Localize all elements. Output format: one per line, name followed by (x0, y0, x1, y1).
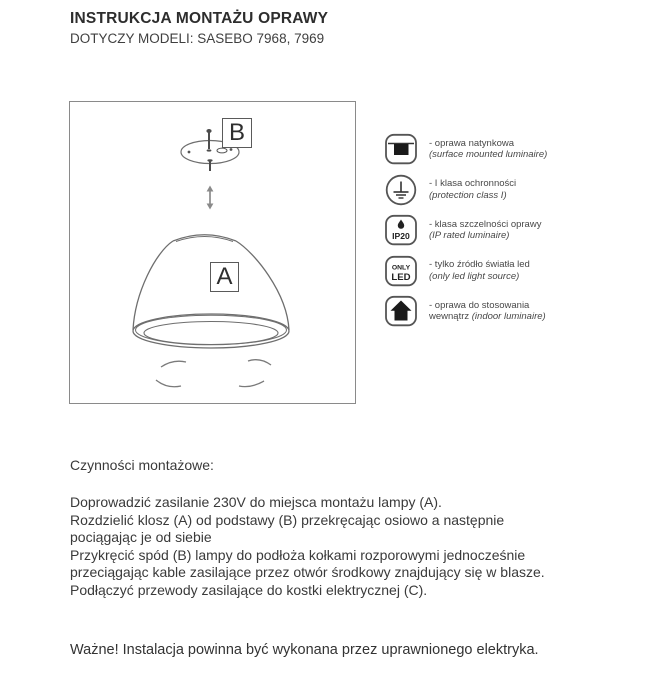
ip20-icon (385, 214, 417, 246)
legend-line2: wewnątrz (indoor luminaire) (429, 311, 546, 322)
svg-text:ONLY: ONLY (391, 264, 411, 271)
legend-label (429, 300, 546, 323)
screw-bottom (207, 159, 212, 171)
instruction-line: Rozdzielić klosz (A) od podstawy (B) przekręcając osiowo a następnie (70, 511, 505, 528)
separation-arrow (207, 186, 214, 210)
legend-line2: (IP rated luminaire) (429, 230, 510, 241)
page-title: INSTRUKCJA MONTAŻU OPRAWY (70, 10, 329, 27)
lamp-diagram-drawing (70, 102, 355, 403)
part-label-b: B (222, 118, 252, 148)
assembly-instructions (70, 451, 545, 599)
instruction-line: Doprowadzić zasilanie 230V do miejsca montażu lampy (A). (70, 494, 442, 510)
legend-line2: (only led light source) (429, 270, 520, 282)
legend-line2: (protection class I) (429, 189, 507, 201)
legend-line1: - oprawa do stosowania (429, 299, 530, 311)
svg-text:LED: LED (391, 271, 411, 283)
protection-class-icon (385, 174, 417, 206)
page-subtitle: DOTYCZY MODELI: SASEBO 7968, 7969 (70, 31, 325, 46)
legend-label (429, 178, 516, 201)
instructions-heading: Czynności montażowe: (70, 457, 214, 473)
motion-dashes (156, 360, 271, 387)
indoor-use-icon (385, 295, 417, 327)
legend-line1: - I klasa ochronności (429, 178, 517, 189)
legend-label (429, 138, 547, 161)
legend-row-indoor-use (385, 295, 547, 327)
legend-line1: - tylko źródło światła led (429, 259, 530, 270)
legend-row-protection-class (385, 174, 547, 206)
instruction-line: Przykręcić spód (B) lampy do podłoża kołkami rozporowymi jednocześnie (70, 546, 526, 563)
header (70, 10, 328, 46)
instruction-line: przeciągając kable zasilające przez otwór środkowy znajdujący się w blasze. (70, 564, 545, 580)
legend-label (429, 219, 541, 242)
led-only-icon (385, 255, 417, 287)
legend (385, 133, 547, 336)
surface-mounted-icon (385, 133, 417, 165)
legend-row-surface-mounted (385, 133, 547, 165)
legend-row-led-only (385, 255, 547, 287)
svg-text:IP20: IP20 (392, 231, 410, 241)
instruction-line: Podłączyć przewody zasilające do kostki elektrycznej (C). (70, 581, 428, 598)
part-label-a: A (210, 262, 239, 292)
legend-line1: - klasa szczelności oprawy (429, 218, 542, 230)
instruction-line: pociągając je od siebie (70, 529, 212, 545)
lamp-diagram (69, 101, 356, 404)
important-note: Ważne! Instalacja powinna być wykonana przez uprawnionego elektryka. (70, 642, 539, 658)
legend-line2: (surface mounted luminaire) (429, 149, 548, 160)
legend-line1: - oprawa natynkowa (429, 137, 515, 149)
legend-label (429, 259, 530, 282)
legend-row-ip-rating (385, 214, 547, 246)
